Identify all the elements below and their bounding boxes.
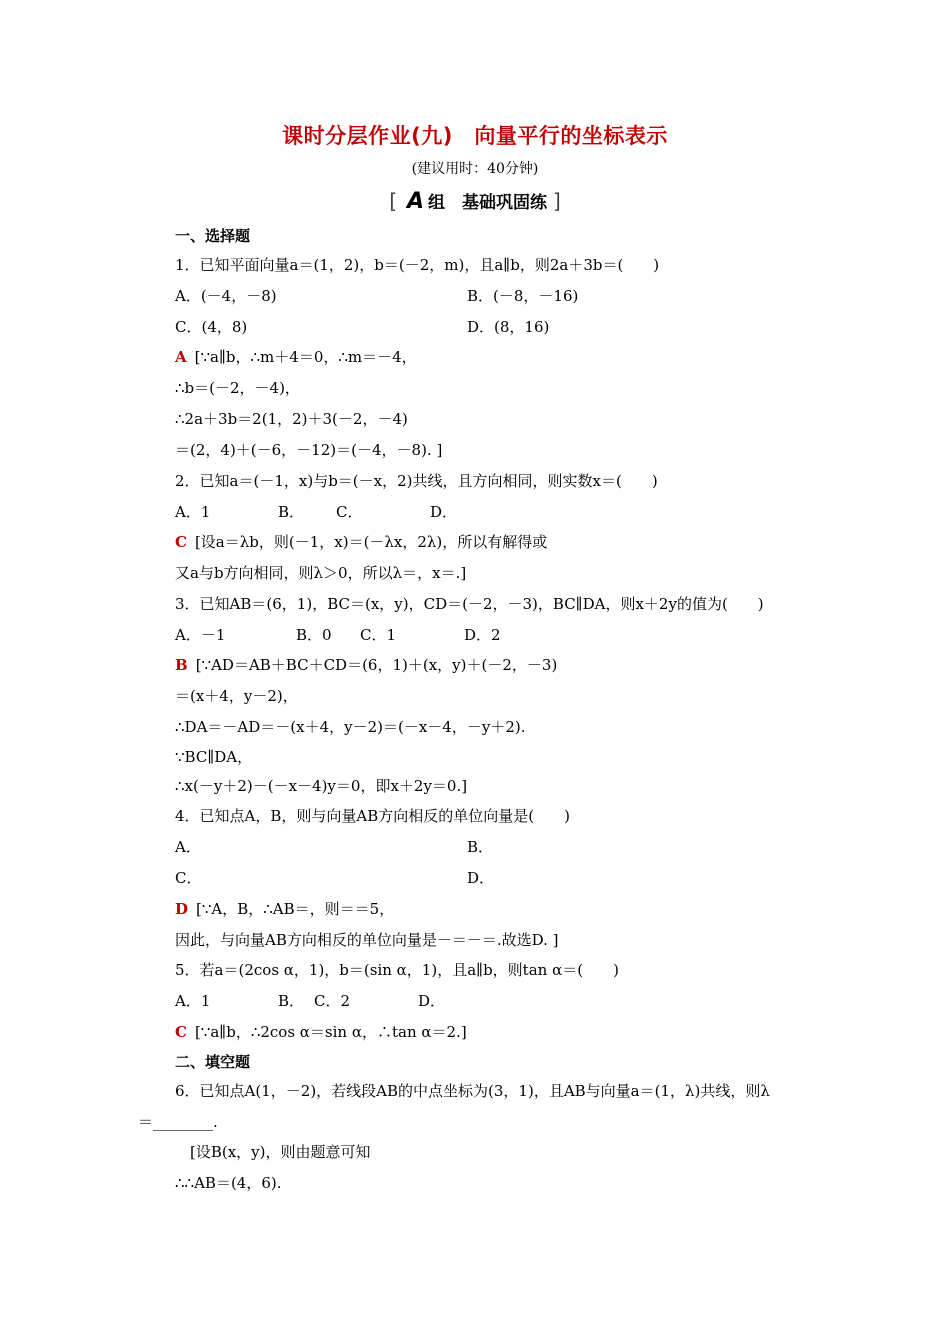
page-title: 课时分层作业(九) 向量平行的坐标表示 xyxy=(282,124,668,148)
group-heading xyxy=(0,188,950,214)
q1-solution-3: ∴2a＋3b＝2(1，2)＋3(－2，－4) xyxy=(175,410,408,428)
q4-solution-2: 因此，与向量AB方向相反的单位向量是－＝－＝.故选D. ] xyxy=(175,931,559,949)
q3-solution-3: ∴DA＝－AD＝－(x＋4，y－2)＝(－x－4，－y＋2). xyxy=(175,718,526,736)
q5-answer: C xyxy=(175,1023,187,1041)
q3-answer: B xyxy=(175,656,188,674)
q3-stem: 3．已知AB＝(6，1)，BC＝(x，y)，CD＝(－2，－3)，BC∥DA，则x＋2y的值为( ) xyxy=(175,595,764,613)
q4-stem: 4．已知点A，B，则与向量AB方向相反的单位向量是( ) xyxy=(175,807,570,825)
q1-solution-2: ∴b＝(－2，－4)， xyxy=(175,379,300,397)
section-fill: 二、填空题 xyxy=(175,1053,251,1071)
q1-option-d: D．(8，16) xyxy=(467,318,550,336)
group-text: 组 基础巩固练 xyxy=(428,193,548,213)
q4-option-b: B． xyxy=(467,838,494,856)
q2-option-c: C． xyxy=(336,503,363,521)
q2-option-a: A．1 xyxy=(175,503,211,521)
q3-option-c: C．1 xyxy=(360,626,397,644)
q6-stem: 6．已知点A(1，－2)，若线段AB的中点坐标为(3，1)，且AB与向量a＝(1，λ)共线，则λ xyxy=(175,1082,770,1100)
q2-solution-2: 又a与b方向相同，则λ＞0，所以λ＝，x＝.] xyxy=(175,564,467,582)
q3-option-a: A．－1 xyxy=(175,626,226,644)
q1-stem: 1．已知平面向量a＝(1，2)，b＝(－2，m)，且a∥b，则2a＋3b＝( ) xyxy=(175,256,660,274)
q4-option-d: D． xyxy=(467,869,495,887)
q1-solution-1 xyxy=(175,347,417,367)
q3-solution-1 xyxy=(175,655,557,675)
q1-option-b: B．(－8，－16) xyxy=(467,287,579,305)
q4-option-a: A． xyxy=(175,838,201,856)
q5-option-b: B． xyxy=(278,992,305,1010)
q3-solution-text: [∵AD＝AB＋BC＋CD＝(6，1)＋(x，y)＋(－2，－3) xyxy=(195,656,558,674)
q1-option-c: C．(4，8) xyxy=(175,318,248,336)
q2-solution-1 xyxy=(175,532,547,552)
page-subtitle: (建议用时：40分钟) xyxy=(411,161,539,177)
q3-option-b: B．0 xyxy=(296,626,332,644)
section-choice: 一、选择题 xyxy=(175,227,251,245)
q5-option-a: A．1 xyxy=(175,992,211,1010)
q1-option-a: A．(－4，－8) xyxy=(175,287,277,305)
q6-solution-1: [设B(x，y)，则由题意可知 xyxy=(190,1143,371,1161)
q1-answer: A xyxy=(175,348,187,366)
q3-solution-2: ＝(x＋4，y－2)， xyxy=(175,687,298,705)
q3-solution-5: ∴x(－y＋2)－(－x－4)y＝0，即x＋2y＝0.] xyxy=(175,777,468,795)
q4-answer: D xyxy=(175,900,189,918)
group-bracket-close: ] xyxy=(552,189,561,213)
q3-solution-4: ∵BC∥DA， xyxy=(175,748,253,766)
q5-solution-1 xyxy=(175,1022,467,1042)
q2-solution-text: [设a＝λb，则(－1，x)＝(－λx，2λ)，所以有解得或 xyxy=(194,533,548,551)
q5-option-d: D． xyxy=(418,992,446,1010)
q6-solution-2: ∴∴AB＝(4，6). xyxy=(175,1174,282,1192)
q4-solution-1 xyxy=(175,899,394,919)
q5-solution-text: [∵a∥b，∴2cos α＝sin α，∴tan α＝2.] xyxy=(194,1023,467,1041)
q1-solution-text: [∵a∥b，∴m＋4＝0，∴m＝－4， xyxy=(194,348,417,366)
q2-option-b: B． xyxy=(278,503,305,521)
q2-stem: 2．已知a＝(－1，x)与b＝(－x，2)共线，且方向相同，则实数x＝( ) xyxy=(175,472,658,490)
q6-stem-blank: ＝________. xyxy=(138,1113,218,1131)
q4-option-c: C． xyxy=(175,869,202,887)
q2-option-d: D． xyxy=(430,503,458,521)
group-letter: A xyxy=(406,189,425,214)
group-bracket-open: [ xyxy=(389,189,398,213)
q4-solution-text: [∵A，B，∴AB＝，则＝＝5， xyxy=(196,900,395,918)
q3-option-d: D．2 xyxy=(464,626,501,644)
q1-solution-4: ＝(2，4)＋(－6，－12)＝(－4，－8). ] xyxy=(175,441,443,459)
q5-stem: 5．若a＝(2cos α，1)，b＝(sin α，1)，且a∥b，则tan α＝( ) xyxy=(175,961,619,979)
q2-answer: C xyxy=(175,533,187,551)
q5-option-c: C．2 xyxy=(314,992,351,1010)
